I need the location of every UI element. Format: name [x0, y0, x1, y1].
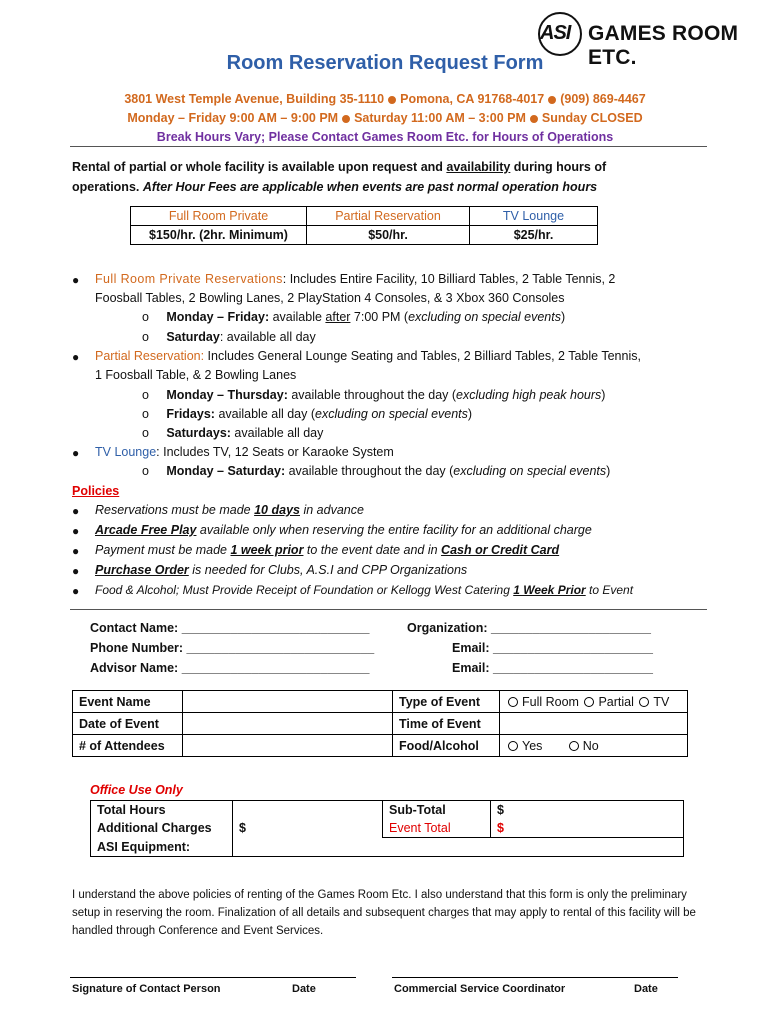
separator-dot-icon — [388, 96, 396, 104]
total-hours-input[interactable] — [233, 801, 383, 820]
partial-sub-3: o Saturdays: available all day — [142, 426, 324, 440]
bullet-icon: ● — [72, 524, 80, 538]
games-room-logo — [538, 12, 758, 69]
radio-full-room[interactable]: Full Room — [506, 695, 579, 709]
bullet-icon: ● — [72, 584, 80, 598]
office-use-heading: Office Use Only — [90, 783, 183, 797]
partial-desc-2: 1 Foosball Table, & 2 Bowling Lanes — [95, 368, 297, 382]
subtotal-label: Sub-Total — [383, 801, 491, 820]
divider — [70, 609, 707, 610]
rate-value-partial: $50/hr. — [307, 226, 470, 245]
office-use-table — [90, 800, 684, 857]
additional-charges-value[interactable]: $ — [233, 819, 383, 838]
radio-no[interactable]: No — [567, 739, 599, 753]
break-hours-note: Break Hours Vary; Please Contact Games Room Etc. for Hours of Operations — [156, 130, 614, 144]
partial-desc: Partial Reservation: Includes General Lounge Seating and Tables, 2 Billiard Tables, 2 Table Tennis, — [95, 349, 641, 363]
rate-header-partial: Partial Reservation — [307, 207, 470, 226]
radio-yes[interactable]: Yes — [506, 739, 542, 753]
signature-line-coordinator[interactable] — [392, 977, 678, 978]
food-alcohol-label: Food/Alcohol — [393, 735, 500, 757]
rate-value-full: $150/hr. (2hr. Minimum) — [131, 226, 307, 245]
rates-table — [130, 206, 598, 245]
radio-circle-icon — [508, 741, 518, 751]
bullet-icon: ● — [72, 350, 80, 364]
time-of-event-input[interactable] — [500, 713, 688, 735]
date-of-event-label: Date of Event — [73, 713, 183, 735]
address-line: 3801 West Temple Avenue, Building 35-1110 Pomona, CA 91768-4017 (909) 869-4467 — [124, 92, 646, 106]
event-total-value[interactable]: $ — [491, 819, 684, 838]
separator-dot-icon — [548, 96, 556, 104]
type-of-event-options — [500, 691, 688, 713]
tv-desc: TV Lounge: Includes TV, 12 Seats or Karaoke System — [95, 445, 394, 459]
separator-dot-icon — [530, 115, 538, 123]
bullet-icon: ● — [72, 544, 80, 558]
divider — [70, 146, 707, 147]
radio-circle-icon — [584, 697, 594, 707]
signature-contact-label: Signature of Contact Person — [72, 983, 221, 995]
asi-equipment-input[interactable] — [233, 838, 684, 857]
food-alcohol-options — [500, 735, 688, 757]
total-hours-label: Total Hours — [91, 801, 233, 820]
event-table — [72, 690, 688, 757]
organization-field[interactable]: Organization: _______________________ — [407, 621, 651, 635]
time-of-event-label: Time of Event — [393, 713, 500, 735]
contact-name-field[interactable]: Contact Name: ___________________________ — [90, 621, 370, 635]
asi-equipment-label: ASI Equipment: — [91, 838, 233, 857]
event-name-input[interactable] — [183, 691, 393, 713]
rate-header-tv: TV Lounge — [470, 207, 598, 226]
separator-dot-icon — [342, 115, 350, 123]
rate-header-full: Full Room Private — [131, 207, 307, 226]
policy-3: Payment must be made 1 week prior to the event date and in Cash or Credit Card — [95, 543, 560, 557]
bullet-icon: ● — [72, 273, 80, 287]
hours-line: Monday – Friday 9:00 AM – 9:00 PM Saturday 11:00 AM – 3:00 PM Sunday CLOSED — [127, 111, 643, 125]
tv-sub-1: o Monday – Saturday: available throughout the day (excluding on special events) — [142, 464, 611, 478]
event-name-label: Event Name — [73, 691, 183, 713]
subtotal-value[interactable]: $ — [491, 801, 684, 820]
full-room-desc: Full Room Private Reservations: Includes Entire Facility, 10 Billiard Tables, 2 Table Tennis, 2 — [95, 272, 616, 286]
radio-circle-icon — [639, 697, 649, 707]
phone-number-field[interactable]: Phone Number: ___________________________ — [90, 641, 375, 655]
attendees-input[interactable] — [183, 735, 393, 757]
radio-circle-icon — [569, 741, 579, 751]
event-total-label: Event Total — [383, 819, 491, 838]
rate-value-tv: $25/hr. — [470, 226, 598, 245]
radio-circle-icon — [508, 697, 518, 707]
advisor-name-field[interactable]: Advisor Name: ___________________________ — [90, 661, 370, 675]
bullet-icon: ● — [72, 564, 80, 578]
policy-1: Reservations must be made 10 days in advance — [95, 503, 364, 517]
signature-line-contact[interactable] — [70, 977, 356, 978]
radio-partial[interactable]: Partial — [582, 695, 633, 709]
full-room-sub-1: o Monday – Friday: available after 7:00 PM (excluding on special events) — [142, 310, 566, 324]
signature-coordinator-label: Commercial Service Coordinator — [394, 983, 566, 995]
signature-date-label-2: Date — [634, 983, 658, 995]
agreement-paragraph: I understand the above policies of renting of the Games Room Etc. I also understand that this form is only the preliminary setup in reserving the room. Finalization of all details and subsequent charges that may apply to rental of this facility will be handled through Conference and Event Services. — [72, 889, 696, 937]
email-field-1[interactable]: Email: _______________________ — [452, 641, 653, 655]
intro-paragraph: Rental of partial or whole facility is available upon request and availability during hours of operations. After Hour Fees are applicable when events are past normal operation hours — [72, 160, 607, 194]
policy-2: Arcade Free Play available only when reserving the entire facility for an additional charge — [95, 523, 592, 537]
radio-tv[interactable]: TV — [637, 695, 669, 709]
date-of-event-input[interactable] — [183, 713, 393, 735]
page-title: Room Reservation Request Form — [226, 52, 544, 74]
partial-sub-2: o Fridays: available all day (excluding on special events) — [142, 407, 473, 421]
full-room-desc-2: Foosball Tables, 2 Bowling Lanes, 2 PlayStation 4 Consoles, & 3 Xbox 360 Consoles — [95, 291, 565, 305]
attendees-label: # of Attendees — [73, 735, 183, 757]
policy-5: Food & Alcohol; Must Provide Receipt of Foundation or Kellogg West Catering 1 Week Prior to Event — [95, 583, 634, 597]
signature-date-label-1: Date — [292, 983, 316, 995]
bullet-icon: ● — [72, 504, 80, 518]
bullet-icon: ● — [72, 446, 80, 460]
logo-mark: ASI — [540, 22, 571, 44]
full-room-sub-2: o Saturday: available all day — [142, 330, 316, 344]
policies-heading: Policies — [72, 484, 120, 498]
email-field-2[interactable]: Email: _______________________ — [452, 661, 653, 675]
additional-charges-label: Additional Charges — [91, 819, 233, 838]
logo-name: GAMES ROOM ETC. — [588, 22, 739, 69]
type-of-event-label: Type of Event — [393, 691, 500, 713]
partial-sub-1: o Monday – Thursday: available throughout the day (excluding high peak hours) — [142, 388, 606, 402]
policy-4: Purchase Order is needed for Clubs, A.S.I and CPP Organizations — [95, 563, 468, 577]
